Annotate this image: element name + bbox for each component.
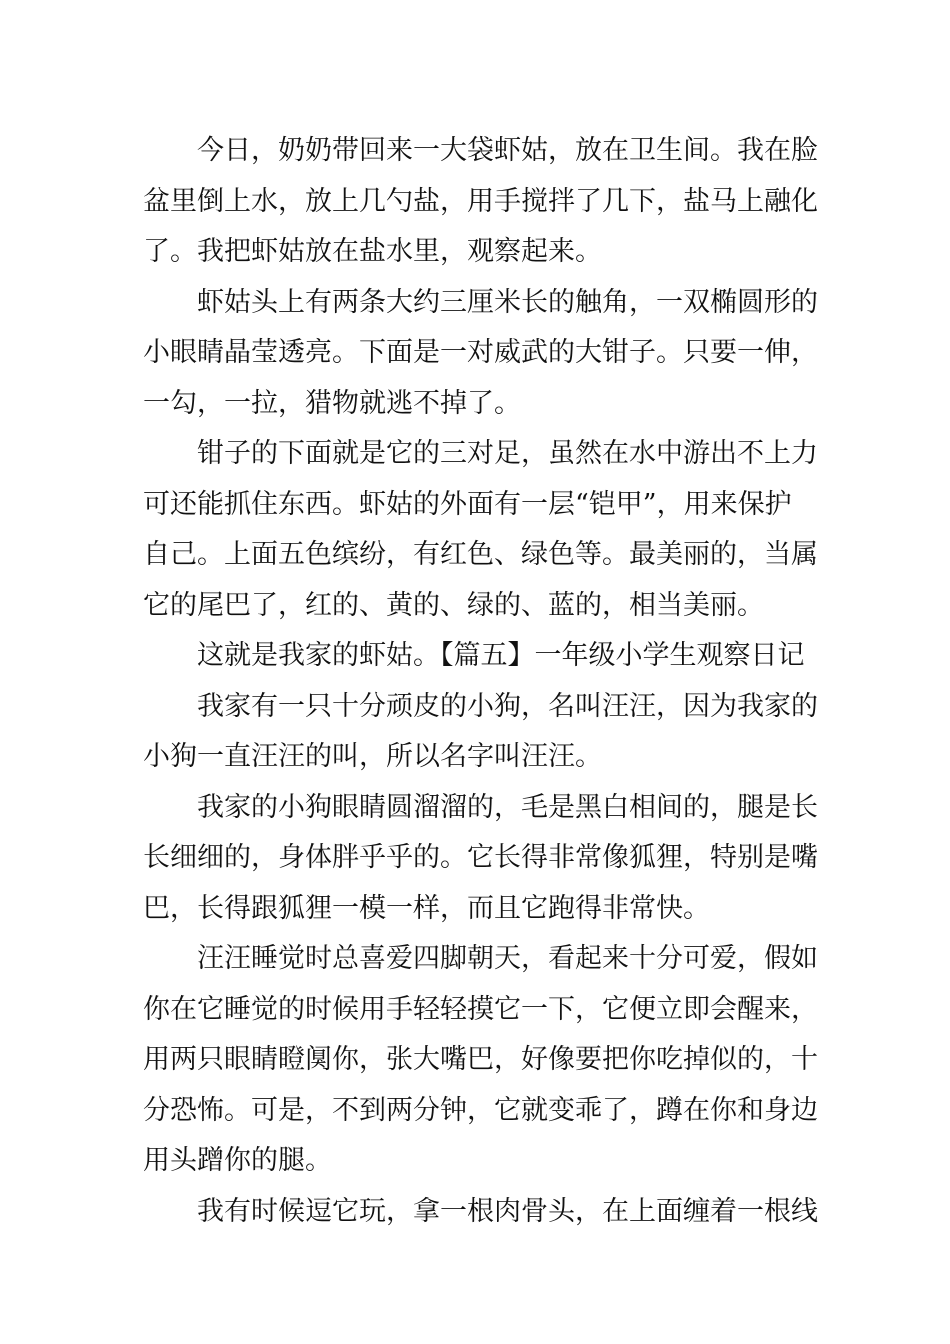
- text-line: 我家有一只十分顽皮的小狗，名叫汪汪，因为我家的: [197, 690, 818, 722]
- text-line: 你在它睡觉的时候用手轻轻摸它一下，它便立即会醒来，: [143, 993, 818, 1025]
- text-line: 这就是我家的虾姑。【篇五】一年级小学生观察日记: [197, 640, 805, 671]
- text-line: 自己。上面五色缤纷，有红色、绿色等。最美丽的，当属: [143, 539, 818, 570]
- text-line: 可还能抓住东西。虾姑的外面有一层“铠甲”，用来保护: [143, 488, 792, 520]
- text-line: 一勾，一拉，猎物就逃不掉了。: [143, 387, 521, 419]
- text-line: 了。我把虾姑放在盐水里，观察起来。: [143, 236, 602, 267]
- text-line: 我有时候逗它玩，拿一根肉骨头，在上面缠着一根线: [197, 1195, 818, 1227]
- text-line: 巴，长得跟狐狸一模一样，而且它跑得非常快。: [143, 892, 710, 924]
- text-line: 长细细的，身体胖乎乎的。它长得非常像狐狸，特别是嘴: [143, 842, 818, 873]
- body-text: [143, 126, 818, 1237]
- text-line: 用头蹭你的腿。: [143, 1145, 332, 1176]
- text-line: 钳子的下面就是它的三对足，虽然在水中游出不上力: [197, 438, 818, 469]
- text-line: 盆里倒上水，放上几勺盐，用手搅拌了几下，盐马上融化: [143, 185, 818, 217]
- text-line: 我家的小狗眼睛圆溜溜的，毛是黑白相间的，腿是长: [197, 791, 818, 823]
- text-line: 今日，奶奶带回来一大袋虾姑，放在卫生间。我在脸: [197, 135, 818, 166]
- text-line: 小狗一直汪汪的叫，所以名字叫汪汪。: [143, 741, 602, 772]
- text-line: 小眼睛晶莹透亮。下面是一对威武的大钳子。只要一伸，: [143, 337, 818, 368]
- text-line: 它的尾巴了，红的、黄的、绿的、蓝的，相当美丽。: [143, 589, 764, 621]
- text-line: 虾姑头上有两条大约三厘米长的触角，一双椭圆形的: [197, 286, 818, 318]
- text-line: 汪汪睡觉时总喜爱四脚朝天，看起来十分可爱，假如: [197, 943, 818, 974]
- text-line: 用两只眼睛瞪阒你，张大嘴巴，好像要把你吃掉似的，十: [143, 1044, 818, 1075]
- text-line: 分恐怖。可是，不到两分钟，它就变乖了，蹲在你和身边: [143, 1094, 818, 1126]
